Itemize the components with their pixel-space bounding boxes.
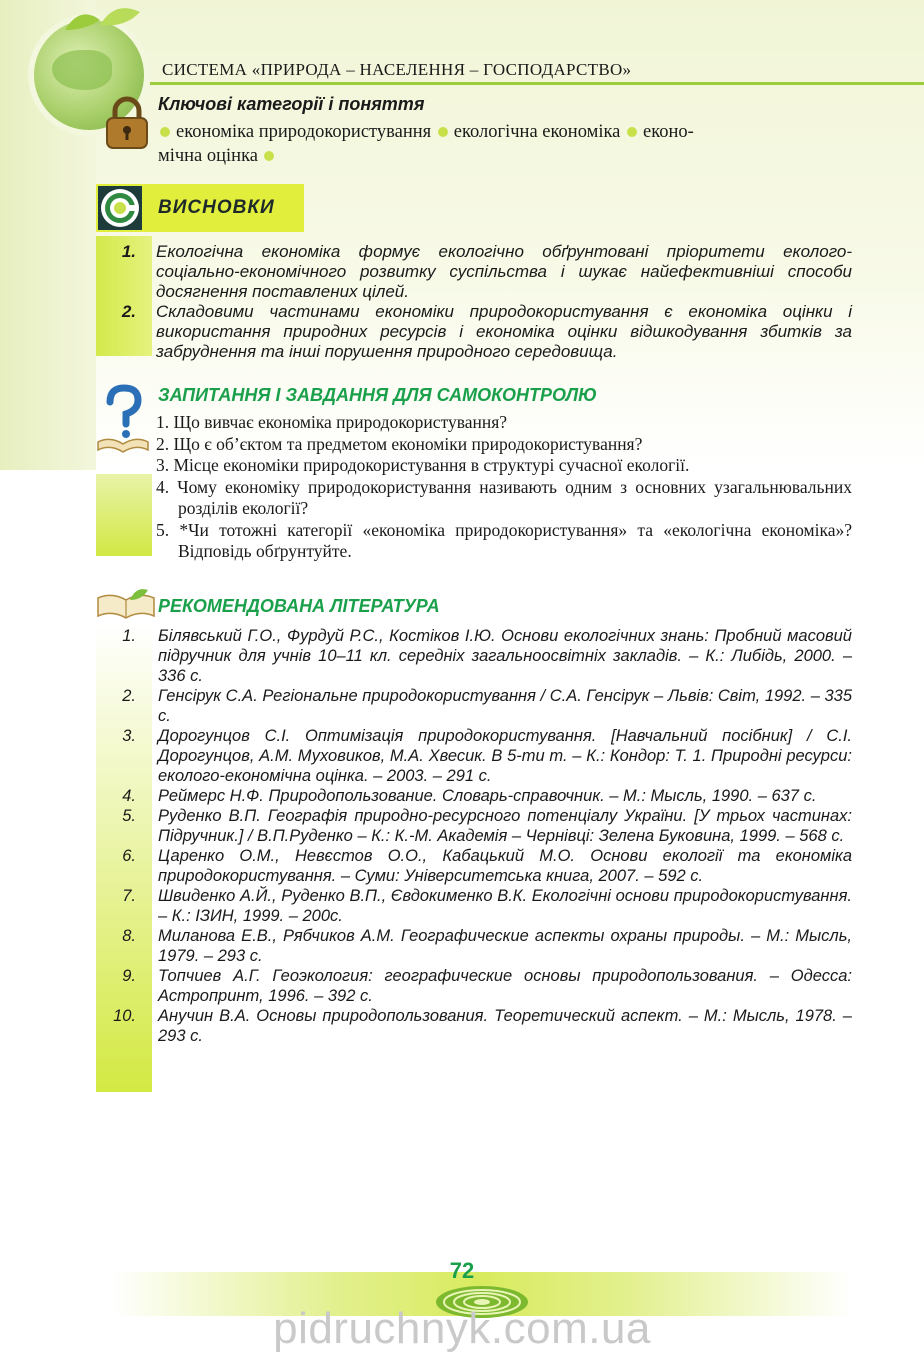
literature-title: РЕКОМЕНДОВАНА ЛІТЕРАТУРА [158,596,440,616]
bullet-icon [627,127,637,137]
literature-text: Руденко В.П. Географія природно-ресурсного потенціалу України. [У трьох частинах: Підручник.] / В.П.Руденко – К.: К.-М. Академія – Чернівці: Зелена Буковина, 1999. – 568 с. [158,807,852,845]
literature-number: 1. [122,627,136,645]
literature-number: 9. [122,967,136,985]
watermark: pidruchnyk.com.ua [273,1304,651,1353]
literature-item [96,686,852,726]
literature-item [96,846,852,886]
conclusions-title: ВИСНОВКИ [158,197,275,218]
question-item: 4. Чому економіку природокористування називають одним з основних узагальнювальних розділів екології? [156,476,852,518]
literature-number: 10. [113,1007,136,1025]
literature-text: Генсірук С.А. Регіональне природокористування / С.А. Генсірук – Львів: Світ, 1992. – 335 с. [158,687,852,725]
key-concept-2: екологічна економіка [453,122,621,142]
literature-text: Топчиев А.Г. Геоэкология: географические основы природопользования. – Одесса: Астропринт, 1996. – 392 с. [158,967,852,1005]
self-control-title: ЗАПИТАННЯ І ЗАВДАННЯ ДЛЯ САМОКОНТРОЛЮ [158,385,597,405]
literature-item [96,1006,852,1046]
literature-item [96,626,852,686]
literature-item [96,966,852,1006]
key-concepts-title: Ключові категорії і поняття [158,94,425,114]
literature-text: Миланова Е.В., Рябчиков А.М. Географические аспекты охраны природы. – М.: Мысль, 1979. – 293 с. [158,927,852,965]
padlock-icon [104,96,150,150]
literature-item [96,886,852,926]
conclusion-text: Екологічна економіка формує екологічно обґрунтовані пріоритети еколого-соціально-економічного розвитку суспільства і шукає найефективніші способи досягнення поставлених цілей. [156,242,852,301]
literature-item [96,926,852,966]
conclusions-emblem-icon [98,186,142,230]
key-concept-1: економіка природокористування [176,122,432,142]
literature-number: 6. [122,847,136,865]
literature-item [96,786,852,806]
header-rule [150,82,924,85]
conclusion-number: 1. [121,242,136,261]
literature-list [96,626,852,1046]
literature-number: 7. [122,887,136,905]
questions-side-strip [96,474,152,556]
literature-text: Царенко О.М., Невєстов О.О., Кабацький М.О. Основи екології та економіка природокористування. – Суми: Університетська книга, 2007. – 592 с. [158,847,852,885]
bullet-icon [438,127,448,137]
question-book-icon [96,384,150,454]
literature-number: 5. [122,807,136,825]
conclusion-number: 2. [121,302,136,321]
literature-item [96,726,852,786]
question-item: 2. Що є об’єктом та предметом економіки природокористування? [156,433,643,454]
literature-item [96,806,852,846]
key-concept-3a: еконо- [643,122,694,142]
leaves-icon [60,0,150,40]
page-number: 72 [449,1258,475,1283]
question-item: 1. Що вивчає економіка природокористування? [156,412,508,432]
key-concepts-list [158,120,853,168]
literature-number: 2. [122,687,136,705]
literature-text: Білявський Г.О., Фурдуй Р.С., Костіков І.Ю. Основи екологічних знань: Пробний масовий підручник для учнів 10–11 кл. середніх загальноосвітніх закладів. – К.: Либідь, 2000. – 336 с. [158,627,852,685]
open-book-icon [96,586,156,622]
literature-number: 8. [122,927,136,945]
bullet-icon [264,151,274,161]
running-head: СИСТЕМА «ПРИРОДА – НАСЕЛЕННЯ – ГОСПОДАРСТВО» [162,60,632,79]
literature-text: Анучин В.А. Основы природопользования. Теоретический аспект. – М.: Мысль, 1978. – 293 с. [158,1007,852,1045]
literature-text: Дорогунцов С.І. Оптимізація природокористування. [Навчальний посібник] / С.І. Дорогунцов, А.М. Муховиков, М.А. Хвесик. В 5-ти т. – К.: Кондор: Т. 1. Природні ресурси: еколого-економічна оцінка. – 2003. – 291 с. [158,727,852,785]
conclusion-text: Складовими частинами економіки природокористування є економіка оцінки і використання природних ресурсів і економіка оцінки відшкодування збитків за забруднення та інші порушення природного середовища. [156,302,852,361]
question-item: 3. Місце економіки природокористування в структурі сучасної екології. [156,455,690,475]
literature-text: Швиденко А.Й., Руденко В.П., Євдокименко В.К. Екологічні основи природокористування. – К.: ІЗИН, 1999. – 200с. [158,887,852,925]
literature-text: Реймерс Н.Ф. Природопользование. Словарь-справочник. – М.: Мысль, 1990. – 637 с. [158,787,817,805]
bullet-icon [160,127,170,137]
self-control-questions [156,412,852,563]
literature-number: 4. [122,787,136,805]
literature-number: 3. [122,727,136,745]
question-item: 5. *Чи тотожні категорії «економіка природокористування» та «екологічна економіка»? Відповідь обґрунтуйте. [156,519,852,561]
key-concept-3b: мічна оцінка [158,146,258,166]
